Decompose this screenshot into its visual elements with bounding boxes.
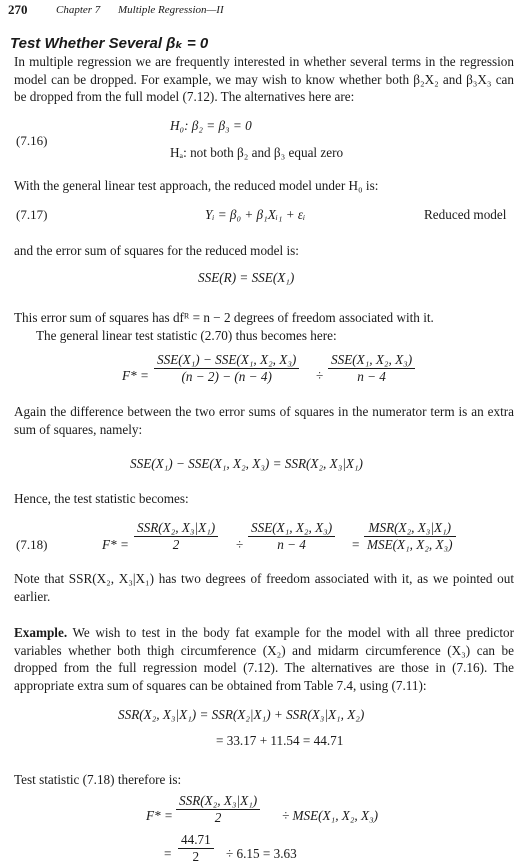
paragraph-intro: In multiple regression we are frequently interested in whether several terms in the regression model can be dropped. For example, we may wish to know whether both β₂X₂ and β₃X₃ can be dropped from the full model (7.12). The alternatives here are: [14,54,514,104]
paragraph-df: This error sum of squares has dfᴿ = n − 2 degrees of freedom associated with it. [14,310,434,325]
divide-operator-2: ÷ [236,537,244,552]
equals-sign-final: = [164,846,172,861]
fraction-numerator: SSE(X₁, X₂, X₃) [248,520,335,537]
null-hypothesis: H₀: β₂ = β₃ = 0 [170,118,252,133]
reduced-model-note: Reduced model [424,207,507,222]
divide-by-mse: ÷ MSE(X₁, X₂, X₃) [282,808,379,823]
fraction-ssr-final [176,793,260,826]
fraction-denominator: 2 [214,810,222,825]
paragraph-hence: Hence, the test statistic becomes: [14,491,189,506]
equation-sse-reduced: SSE(R) = SSE(X₁) [198,270,295,285]
fraction-denominator: n − 4 [277,537,306,552]
fraction-msr-mse [364,520,456,553]
section-title: Test Whether Several βₖ = 0 [10,35,209,52]
reduced-model-formula: Yᵢ = β₀ + β₁Xᵢ₁ + εᵢ [205,207,306,222]
final-result: ÷ 6.15 = 3.63 [226,846,297,861]
f-star-label-1: F* = [122,368,149,383]
paragraph-test-statistic: Test statistic (7.18) therefore is: [14,772,182,787]
paragraph-sse: and the error sum of squares for the reduced model is: [14,243,299,258]
chapter-title: Multiple Regression—II [118,4,224,16]
equation-number-7-18: (7.18) [16,537,48,552]
fraction-sse-full [328,352,415,385]
fraction-denominator: MSE(X₁, X₂, X₃) [367,537,453,552]
alternative-hypothesis: Hₐ: not both β₂ and β₃ equal zero [170,145,344,160]
equals-sign: = [352,537,360,552]
paragraph-difference: Again the difference between the two error sums of squares in the numerator term is an extra sum of squares, namely: [14,404,514,437]
fraction-ssr [134,520,218,553]
paragraph-example [14,624,514,694]
paragraph-linear-test: The general linear test statistic (2.70) thus becomes here: [36,328,337,343]
example-label: Example. [14,625,68,640]
fraction-numerator: SSE(X₁, X₂, X₃) [328,352,415,369]
fraction-denominator: 2 [192,849,200,864]
fraction-numerator: SSR(X₂, X₃|X₁) [134,520,218,537]
equation-number-7-17: (7.17) [16,207,48,222]
example-text: We wish to test in the body fat example for the model with all three predictor variables whether both thigh circumference (X₂) and midarm circumference (X₃) can be dropped from the full regression model (7.12). The alternatives are those in (7.16). The appropriate extra sum of squares can be obtained from Table 7.4, using (7.11): [14,625,514,693]
f-star-label-2: F* = [102,537,129,552]
equation-extra-sum-of-squares: SSE(X₁) − SSE(X₁, X₂, X₃) = SSR(X₂, X₃|X₁) [130,456,363,471]
paragraph-note: Note that SSR(X₂, X₃|X₁) has two degrees of freedom associated with it, as we pointed out earlier. [14,571,514,604]
chapter-label: Chapter 7 [56,4,101,16]
divide-operator-1: ÷ [316,368,324,383]
f-star-label-3: F* = [146,808,173,823]
fraction-numerator: MSR(X₂, X₃|X₁) [364,520,456,537]
fraction-sse-difference [154,352,299,385]
fraction-numerator: SSE(X₁) − SSE(X₁, X₂, X₃) [154,352,299,369]
page-number: 270 [8,2,28,17]
fraction-numeric [178,832,214,865]
equation-number-7-16: (7.16) [16,133,48,148]
fraction-numerator: SSR(X₂, X₃|X₁) [176,793,260,810]
fraction-numerator: 44.71 [178,832,214,849]
fraction-sse-full-2 [248,520,335,553]
equation-ssr-value: = 33.17 + 11.54 = 44.71 [216,733,344,748]
paragraph-reduced-model: With the general linear test approach, the reduced model under H₀ is: [14,178,379,193]
fraction-denominator: n − 4 [357,369,386,384]
equation-ssr-decomposition: SSR(X₂, X₃|X₁) = SSR(X₂|X₁) + SSR(X₃|X₁, X₂) [118,707,365,722]
fraction-denominator: (n − 2) − (n − 4) [181,369,272,384]
fraction-denominator: 2 [172,537,180,552]
